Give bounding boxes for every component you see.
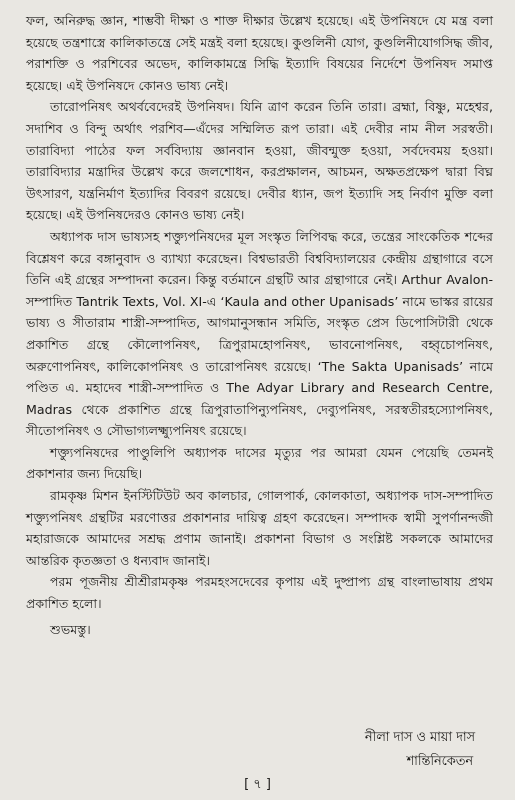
signature-names: নীলা দাস ও মায়া দাস bbox=[364, 730, 475, 745]
page-number bbox=[0, 775, 515, 796]
paragraph-6: পরম পূজনীয় শ্রীশ্রীরামকৃষ্ণ পরমহংসদেবের কৃপায় এই দুষ্প্রাপ্য গ্রন্থ বাংলাভাষায় প্রথম প্রকাশিত হলো। bbox=[26, 574, 493, 612]
closing-line: শুভমস্তু। bbox=[50, 621, 91, 637]
page-number-text: [ ৭ ] bbox=[244, 777, 271, 792]
signature-place: শান্তিনিকেতন bbox=[406, 754, 473, 769]
signature-block bbox=[365, 726, 475, 774]
paragraph-2: তারোপনিষৎ অথর্ববেদেরই উপনিষদ। যিনি ত্রাণ করেন তিনি তারা। ব্রহ্মা, বিষ্ণু, মহেশ্বর, সদাশিব ও বিন্দু অর্থাৎ পরশিব—এঁদের সম্মিলিত রূপ তারা। এই দেবীর নাম নীল সরস্বতী। তারাবিদ্যা পাঠের ফল সর্ববিদ্যায় জ্ঞানবান হওয়া, জীবন্মুক্ত হওয়া, সর্বদেবময় হওয়া। তারাবিদ্যার মন্ত্রাদির উল্লেখ করে জলশোধন, করপ্রক্ষালন, আচমন, অক্ষতপ্রক্ষেপ দ্বারা বিঘ্ন উৎসারণ, যন্ত্রনির্মাণ ইত্যাদির বিবরণ রয়েছে। দেবীর ধ্যান, জপ ইত্যাদি সহ নির্বাণ মুক্তি বলা হয়েছে। এই উপনিষদেরও কোনও ভাষ্য নেই। bbox=[26, 99, 493, 223]
paragraph-5: রামকৃষ্ণ মিশন ইনস্টিটিউট অব কালচার, গোলপার্ক, কোলকাতা, অধ্যাপক দাস-সম্পাদিত শক্ত্যুপনিষৎ গ্রন্থটির মরণোত্তর প্রকাশনার দায়িত্ব গ্রহণ করেছেন। সম্পাদক স্বামী সুপর্ণানন্দজী মহারাজকে আমাদের সশ্রদ্ধ প্রণাম জানাই। প্রকাশনা বিভাগ ও সংশ্লিষ্ট সকলকে আমাদের আন্তরিক কৃতজ্ঞতা ও ধন্যবাদ জানাই। bbox=[26, 488, 493, 568]
paragraph-1: ফল, অনিরুদ্ধ জ্ঞান, শাম্ভবী দীক্ষা ও শাক্ত দীক্ষার উল্লেখ হয়েছে। এই উপনিষদে যে মন্ত্র বলা হয়েছে তন্ত্রশাস্ত্রে কালিকাতন্ত্রে সেই মন্ত্রই বলা হয়েছে। কুণ্ডলিনী যোগ, কুণ্ডলিনীযোগসিদ্ধ জীব, পরাশক্তি ও পরশিবের অভেদ, কালিকামন্ত্রে সিদ্ধি ইত্যাদি বিষয়ের নির্দেশে উপনিষদ সমাপ্ত হয়েছে। এই উপনিষদে কোনও ভাষ্য নেই। bbox=[26, 13, 493, 93]
paragraph-3: অধ্যাপক দাস ভাষ্যসহ শক্ত্যুপনিষদের মূল সংস্কৃত লিপিবদ্ধ করে, তন্ত্রের সাংকেতিক শব্দের বিশ্লেষণ করে বঙ্গানুবাদ ও ব্যাখ্যা করেছেন। বিশ্বভারতী বিশ্ববিদ্যালয়ের কেন্দ্রীয় গ্রন্থাগারে বসে তিনি এই গ্রন্থের সম্পাদনা করেন। কিন্তু বর্তমানে গ্রন্থটি আর গ্রন্থাগারে নেই। Arthur Avalon-সম্পাদিত Tantrik Texts, Vol. XI-এ ‘Kaula and other Upanisads’ নামে ভাস্কর রায়ের ভাষ্য ও সীতারাম শাস্ত্রী-সম্পাদিত, আগমানুসন্ধান সমিতি, সংস্কৃত প্রেস ডিপোসিটারী থেকে প্রকাশিত গ্রন্থে কৌলোপনিষৎ, ত্রিপুরামহোপনিষৎ, ভাবনোপনিষৎ, বহ্বৃচোপনিষৎ, অরুণোপনিষৎ, কালিকোপনিষৎ ও তারোপনিষৎ রয়েছে। ‘The Sakta Upanisads’ নামে পণ্ডিত এ. মহাদেব শাস্ত্রী-সম্পাদিত ও The Adyar Library and Research Centre, Madras থেকে প্রকাশিত গ্রন্থে ত্রিপুরাতাপিন্যুপনিষৎ, দেব্যুপনিষৎ, সরস্বতীরহস্যোপনিষৎ, সীতোপনিষৎ ও সৌভাগ্যলক্ষ্ম্যুপনিষৎ রয়েছে। bbox=[26, 228, 493, 439]
body-text bbox=[26, 10, 493, 640]
paragraph-4: শক্ত্যুপনিষদের পাণ্ডুলিপি অধ্যাপক দাসের মৃত্যুর পর আমরা যেমন পেয়েছি তেমনই প্রকাশনার জন্য দিয়েছি। bbox=[26, 444, 493, 482]
